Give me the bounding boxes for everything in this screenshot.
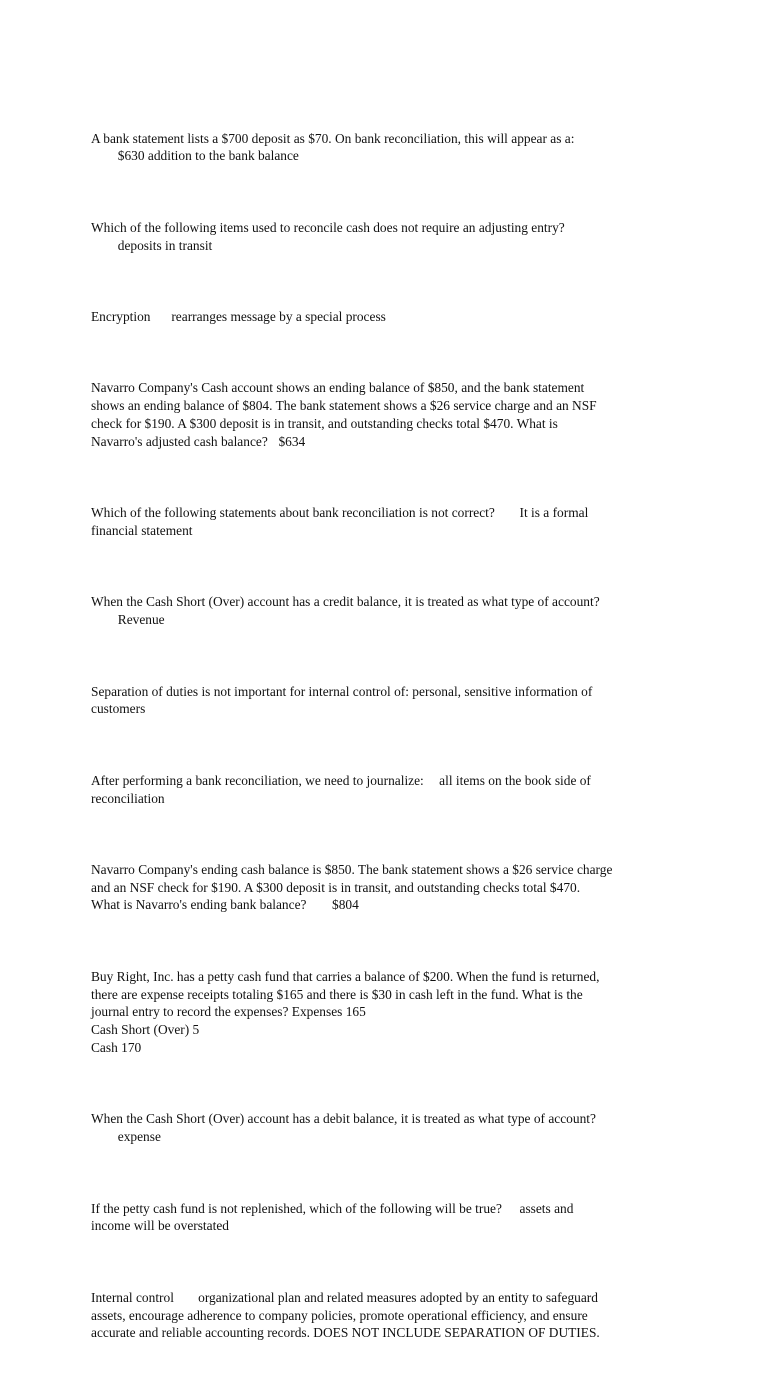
qa-paragraph: A bank statement lists a $700 deposit as $70. On bank reconciliation, this will appear as a: $630 addition to the bank balance (91, 130, 575, 164)
qa-paragraph: When the Cash Short (Over) account has a credit balance, it is treated as what type of account? Revenue (91, 594, 600, 628)
qa-paragraph: Navarro Company's ending cash balance is $850. The bank statement shows a $26 service charge and an NSF check for $190. A $300 deposit is in transit, and outstanding checks total $470. What is Navarro's ending bank balance? $804 (91, 861, 613, 913)
qa-paragraph: Separation of duties is not important for internal control of: personal, sensitive information of customers (91, 683, 593, 717)
qa-paragraph: Navarro Company's Cash account shows an ending balance of $850, and the bank statement shows an ending balance of $804. The bank statement shows a $26 service charge and an NSF check for $190. A $300 deposit is in transit, and outstanding checks total $470. What is Navarro's adjusted cash balance? $634 (91, 380, 597, 449)
document-body (91, 94, 691, 1396)
qa-paragraph: Which of the following statements about bank reconciliation is not correct? It is a formal financial statement (91, 505, 589, 538)
qa-paragraph: If the petty cash fund is not replenished, which of the following will be true? assets and income will be overstated (91, 1200, 574, 1234)
qa-paragraph: Internal control organizational plan and related measures adopted by an entity to safeguard assets, encourage adherence to company policies, promote operational efficiency, and ensure accurate and reliable accounting records. DOES NOT INCLUDE SEPARATION OF DUTIES. (91, 1289, 600, 1341)
qa-paragraph: When the Cash Short (Over) account has a debit balance, it is treated as what type of account? expense (91, 1111, 596, 1145)
qa-paragraph: Encryption rearranges message by a special process (91, 308, 386, 324)
qa-paragraph: Buy Right, Inc. has a petty cash fund that carries a balance of $200. When the fund is returned, there are expense receipts totaling $165 and there is $30 in cash left in the fund. What is the journal entry to record the expenses? Expenses 165 Cash Short (Over) 5 Cash 170 (91, 968, 600, 1056)
qa-paragraph: Which of the following items used to reconcile cash does not require an adjusting entry? deposits in transit (91, 219, 565, 253)
qa-paragraph: After performing a bank reconciliation, we need to journalize: all items on the book side of reconciliation (91, 772, 591, 806)
